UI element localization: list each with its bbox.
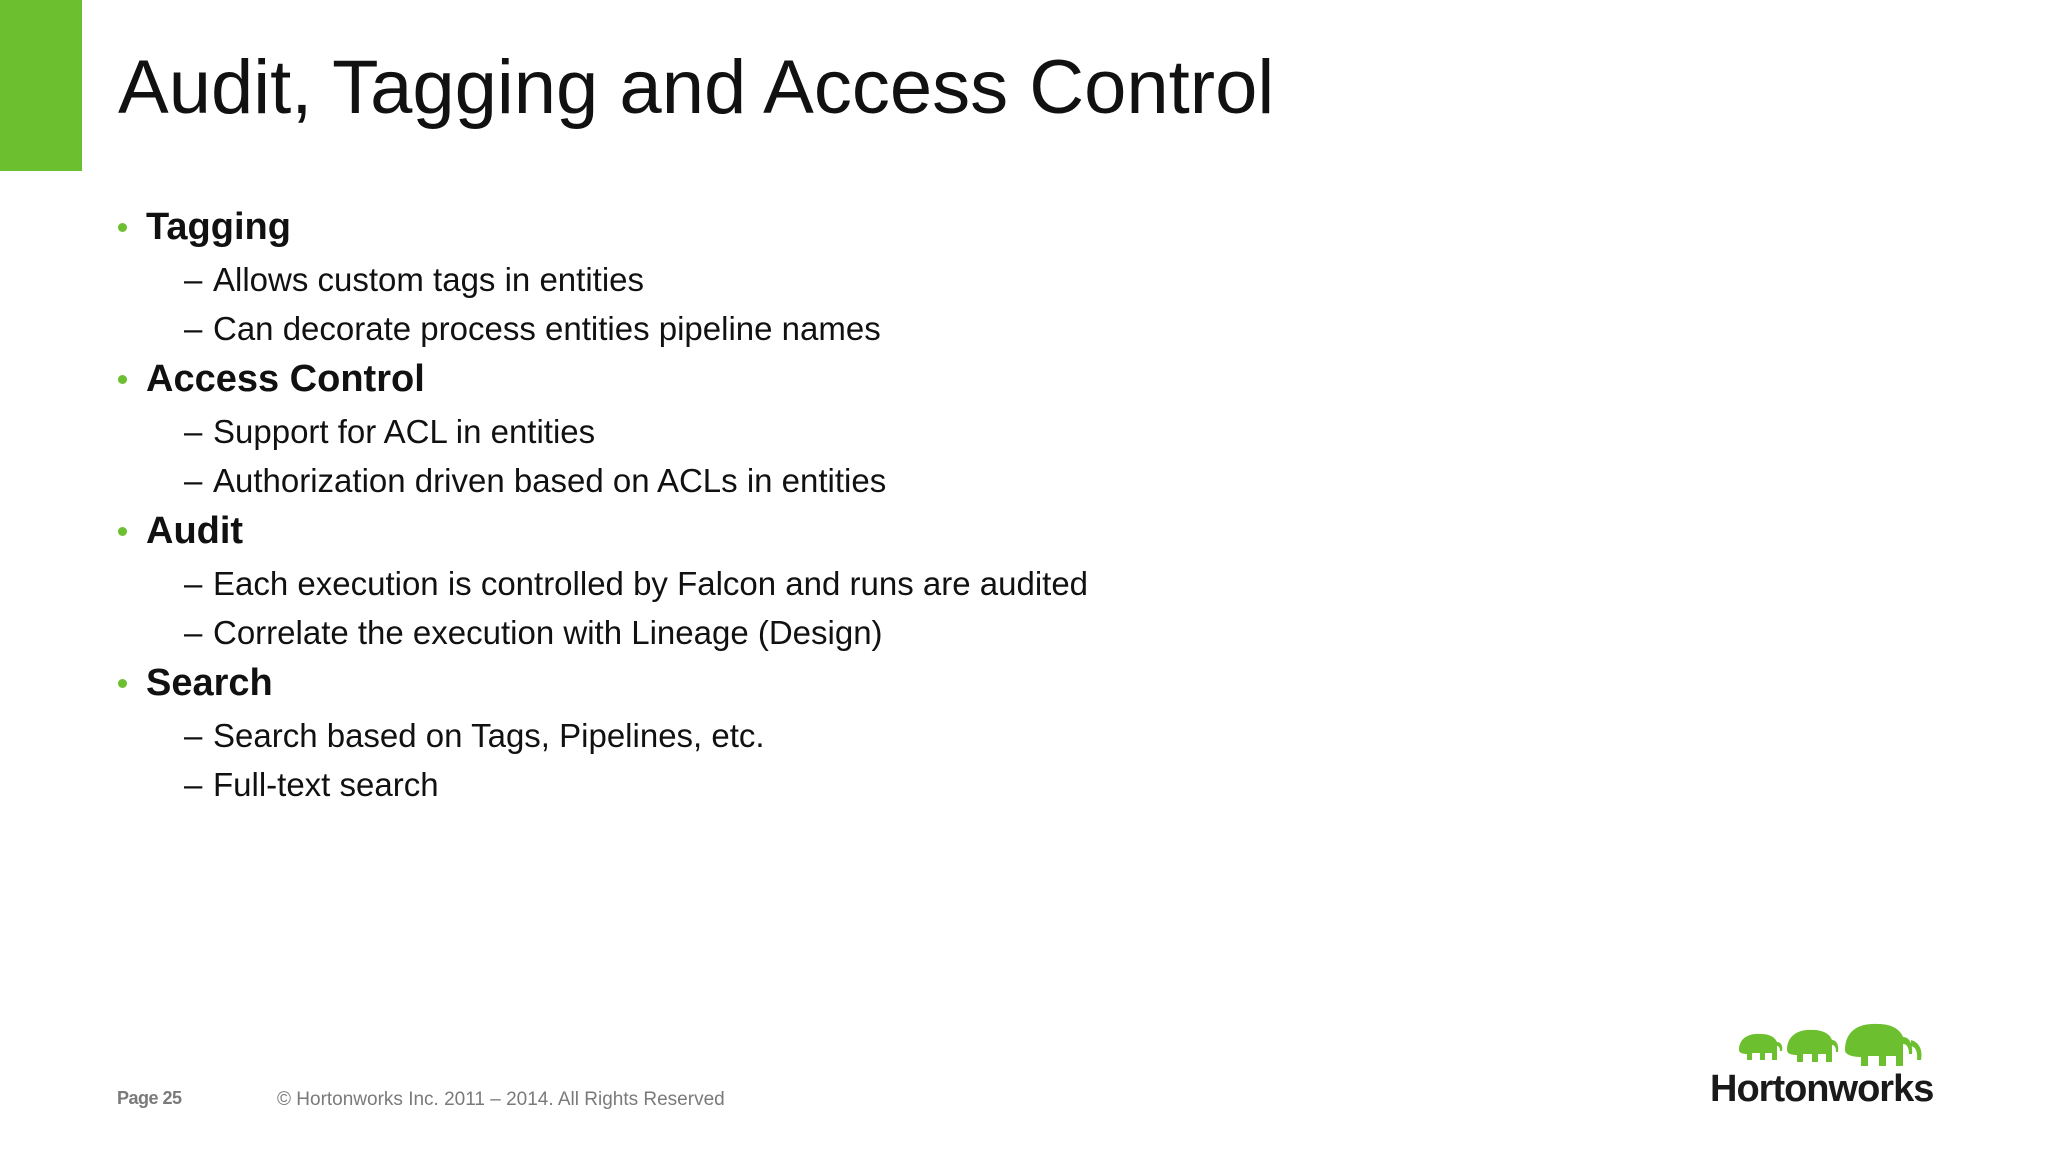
bullet-heading-row [118, 656, 1718, 710]
slide-title: Audit, Tagging and Access Control [118, 45, 1275, 130]
bullet-heading: Search [146, 662, 273, 704]
hortonworks-logo [1710, 1020, 1935, 1120]
accent-bar [0, 0, 82, 171]
dash-icon: – [184, 310, 203, 347]
bullet-section [118, 352, 1718, 504]
bullet-heading-row [118, 200, 1718, 254]
dash-icon: – [184, 614, 203, 651]
sub-bullet-text: Authorization driven based on ACLs in entities [213, 462, 887, 499]
elephants-icon [1735, 1020, 1930, 1072]
dash-icon: – [184, 413, 203, 450]
bullet-heading: Access Control [146, 358, 425, 400]
bullet-dot-icon [118, 223, 127, 232]
sub-bullet-item [118, 406, 1718, 455]
bullet-section [118, 504, 1718, 656]
sub-bullet-text: Each execution is controlled by Falcon and runs are audited [213, 565, 1089, 602]
sub-bullet-text: Full-text search [213, 766, 439, 803]
bullet-section [118, 200, 1718, 352]
sub-bullet-item [118, 759, 1718, 808]
sub-bullet-item [118, 558, 1718, 607]
sub-bullet-text: Can decorate process entities pipeline names [213, 310, 881, 347]
sub-bullet-list [118, 558, 1718, 656]
bullet-heading-row [118, 504, 1718, 558]
bullet-heading-row [118, 352, 1718, 406]
dash-icon: – [184, 766, 203, 803]
dash-icon: – [184, 565, 203, 602]
bullet-heading: Audit [146, 510, 244, 552]
sub-bullet-item [118, 607, 1718, 656]
sub-bullet-list [118, 710, 1718, 808]
sub-bullet-item [118, 710, 1718, 759]
dash-icon: – [184, 261, 203, 298]
bullet-dot-icon [118, 679, 127, 688]
copyright-notice: © Hortonworks Inc. 2011 – 2014. All Rights Reserved [277, 1089, 725, 1110]
sub-bullet-item [118, 303, 1718, 352]
sub-bullet-list [118, 254, 1718, 352]
bullet-section [118, 656, 1718, 808]
sub-bullet-text: Support for ACL in entities [213, 413, 596, 450]
sub-bullet-text: Correlate the execution with Lineage (Design) [213, 614, 883, 651]
sub-bullet-item [118, 254, 1718, 303]
sub-bullet-text: Search based on Tags, Pipelines, etc. [213, 717, 765, 754]
sub-bullet-text: Allows custom tags in entities [213, 261, 645, 298]
logo-wordmark: Hortonworks [1710, 1068, 1934, 1110]
bullet-dot-icon [118, 375, 127, 384]
dash-icon: – [184, 717, 203, 754]
bullet-dot-icon [118, 527, 127, 536]
bullet-list [118, 200, 1718, 808]
dash-icon: – [184, 462, 203, 499]
sub-bullet-item [118, 455, 1718, 504]
page-number: Page 25 [117, 1088, 182, 1108]
sub-bullet-list [118, 406, 1718, 504]
bullet-heading: Tagging [146, 206, 291, 248]
